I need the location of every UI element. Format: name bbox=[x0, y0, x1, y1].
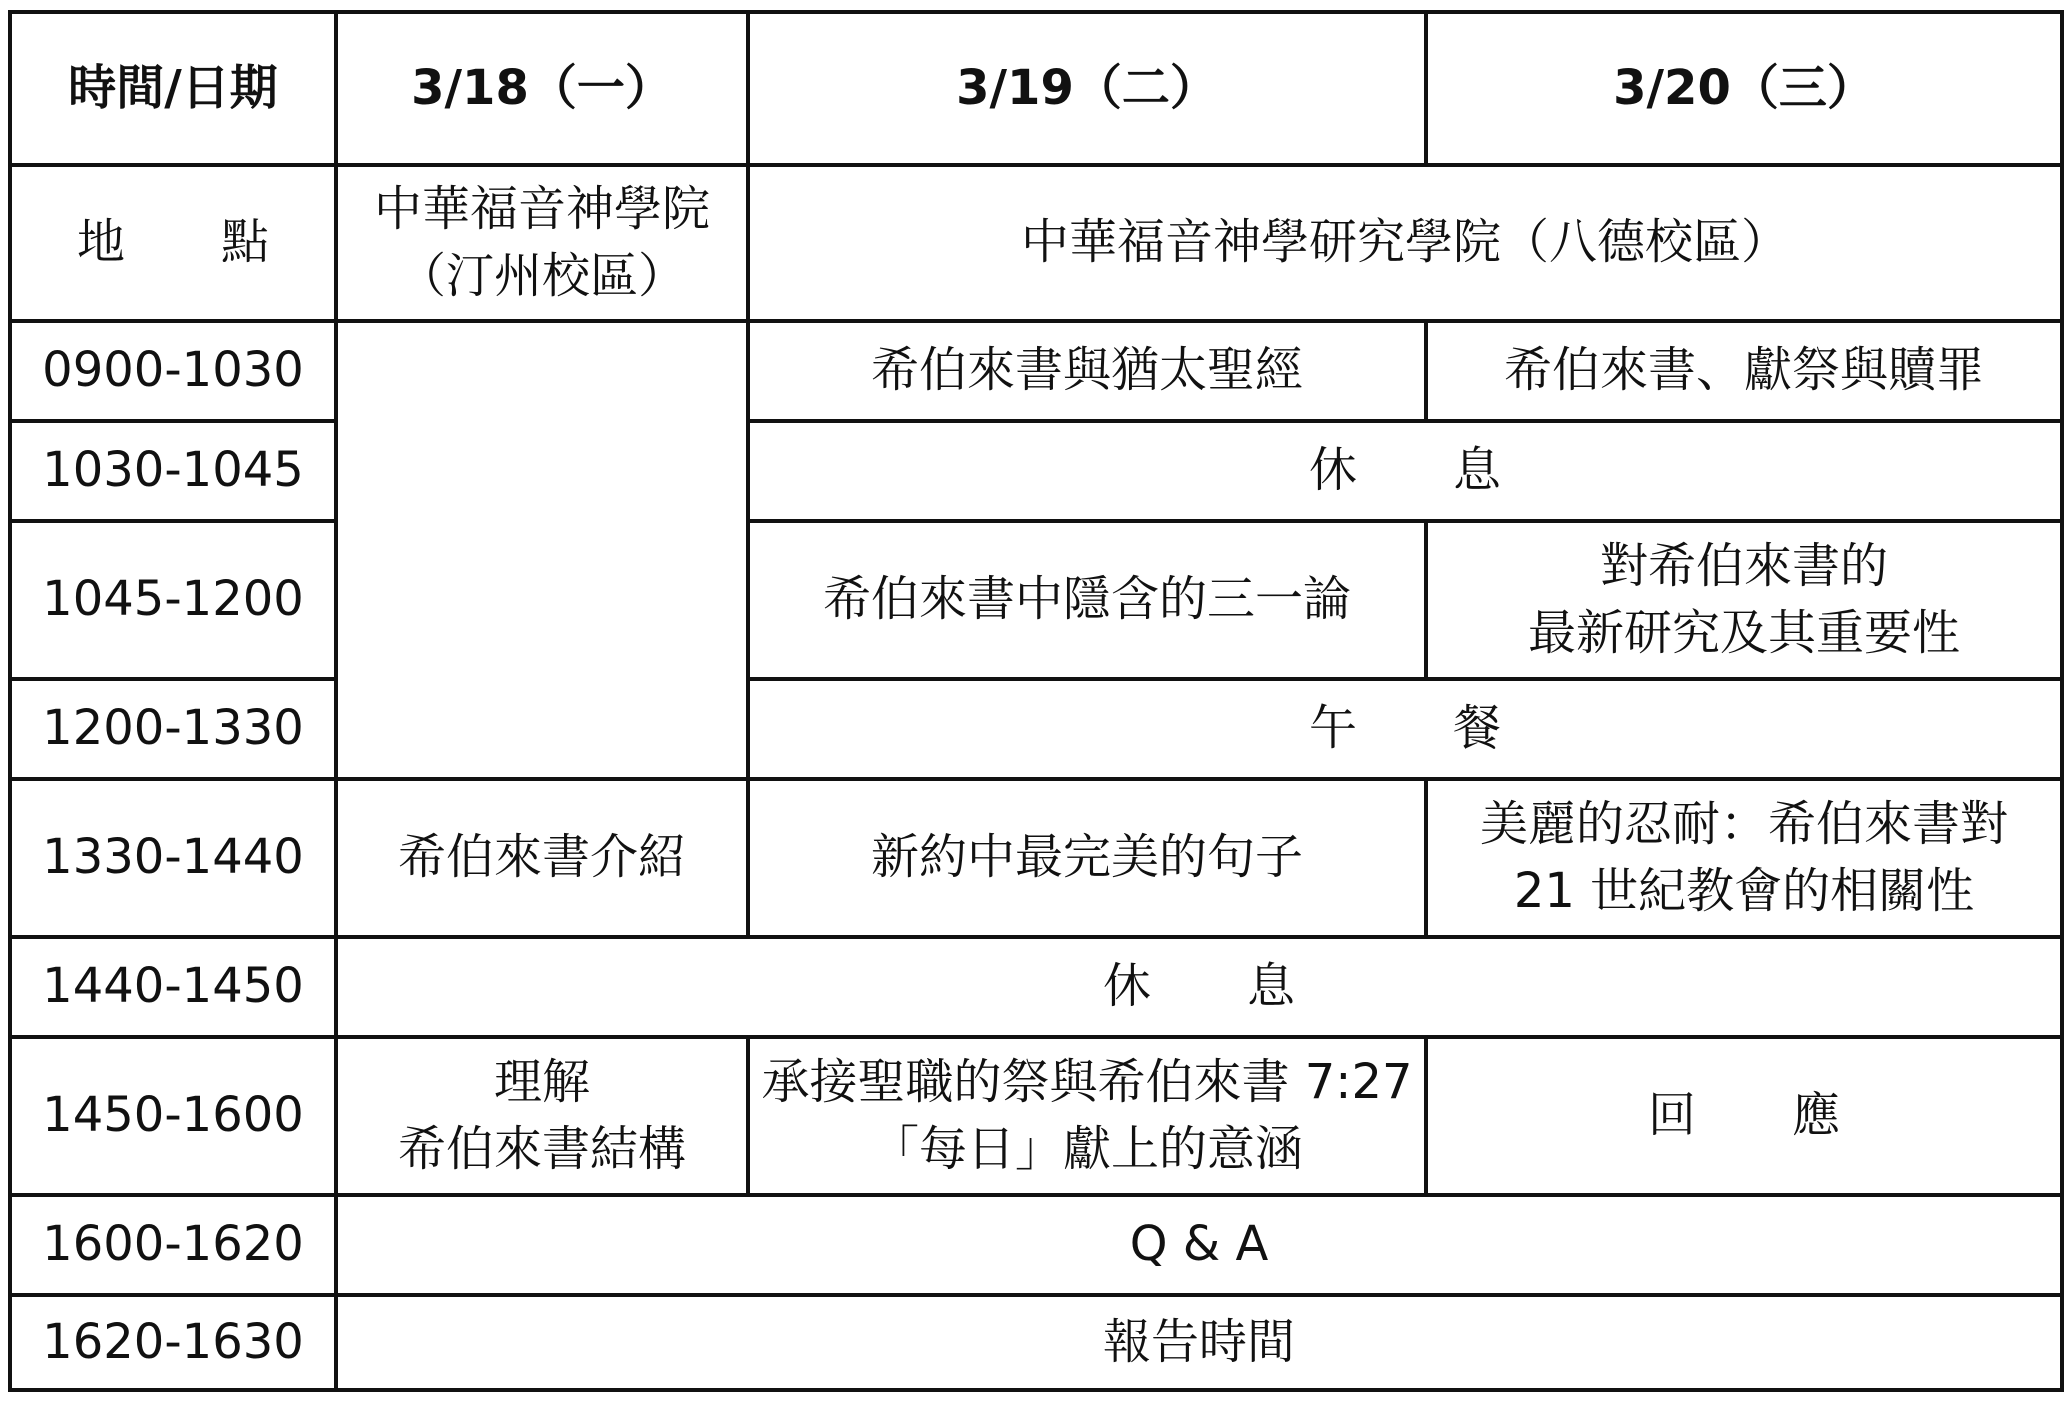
response-cell: 回 應 bbox=[1426, 1037, 2062, 1195]
header-row bbox=[10, 12, 2062, 165]
session-line: 承接聖職的祭與希伯來書 7:27 bbox=[761, 1053, 1413, 1110]
session-line: 「每日」獻上的意涵 bbox=[870, 1121, 1303, 1177]
day-header-3: 3/20（三） bbox=[1426, 12, 2062, 165]
lunch-cell: 午 餐 bbox=[748, 679, 2062, 779]
session-cell: 希伯來書與猶太聖經 bbox=[748, 321, 1426, 421]
session-line: 21 世紀教會的相關性 bbox=[1513, 863, 1975, 919]
time-cell: 1330-1440 bbox=[10, 779, 336, 937]
location-day1 bbox=[336, 165, 748, 321]
day-header-2: 3/19（二） bbox=[748, 12, 1426, 165]
day-header-1: 3/18（一） bbox=[336, 12, 748, 165]
break-cell: 休 息 bbox=[336, 937, 2062, 1037]
time-cell: 1620-1630 bbox=[10, 1295, 336, 1390]
session-line: 理解 bbox=[493, 1053, 590, 1110]
location-day23: 中華福音神學研究學院（八德校區） bbox=[748, 165, 2062, 321]
slot-row-1440 bbox=[10, 937, 2062, 1037]
session-line: 美麗的忍耐：希伯來書對 bbox=[1479, 795, 2008, 852]
time-cell: 1600-1620 bbox=[10, 1195, 336, 1295]
session-line: 最新研究及其重要性 bbox=[1527, 605, 1960, 661]
time-cell: 1200-1330 bbox=[10, 679, 336, 779]
session-cell bbox=[748, 1037, 1426, 1195]
session-cell: 新約中最完美的句子 bbox=[748, 779, 1426, 937]
location-label: 地 點 bbox=[10, 165, 336, 321]
schedule-table bbox=[8, 10, 2064, 1392]
break-cell: 休 息 bbox=[748, 421, 2062, 521]
time-cell: 1030-1045 bbox=[10, 421, 336, 521]
session-cell bbox=[336, 1037, 748, 1195]
session-line: 對希伯來書的 bbox=[1599, 537, 1888, 594]
location-day1-line2: （汀州校區） bbox=[397, 248, 686, 304]
session-line: 希伯來書結構 bbox=[397, 1121, 686, 1177]
time-cell: 1440-1450 bbox=[10, 937, 336, 1037]
slot-row-1450 bbox=[10, 1037, 2062, 1195]
slot-row-1620 bbox=[10, 1295, 2062, 1390]
session-cell: 希伯來書介紹 bbox=[336, 779, 748, 937]
qa-cell: Q & A bbox=[336, 1195, 2062, 1295]
slot-row-1045 bbox=[10, 521, 2062, 679]
slot-row-1030 bbox=[10, 421, 2062, 521]
report-cell: 報告時間 bbox=[336, 1295, 2062, 1390]
slot-row-1330 bbox=[10, 779, 2062, 937]
time-cell: 0900-1030 bbox=[10, 321, 336, 421]
corner-header: 時間/日期 bbox=[10, 12, 336, 165]
empty-cell-day1-morning bbox=[336, 321, 748, 779]
time-cell: 1045-1200 bbox=[10, 521, 336, 679]
slot-row-0900 bbox=[10, 321, 2062, 421]
session-cell: 希伯來書中隱含的三一論 bbox=[748, 521, 1426, 679]
time-cell: 1450-1600 bbox=[10, 1037, 336, 1195]
slot-row-1600 bbox=[10, 1195, 2062, 1295]
session-cell: 希伯來書、獻祭與贖罪 bbox=[1426, 321, 2062, 421]
location-day1-line1: 中華福音神學院 bbox=[373, 180, 710, 237]
session-cell bbox=[1426, 521, 2062, 679]
slot-row-1200 bbox=[10, 679, 2062, 779]
schedule-sheet bbox=[8, 10, 2060, 1388]
location-row bbox=[10, 165, 2062, 321]
session-cell bbox=[1426, 779, 2062, 937]
